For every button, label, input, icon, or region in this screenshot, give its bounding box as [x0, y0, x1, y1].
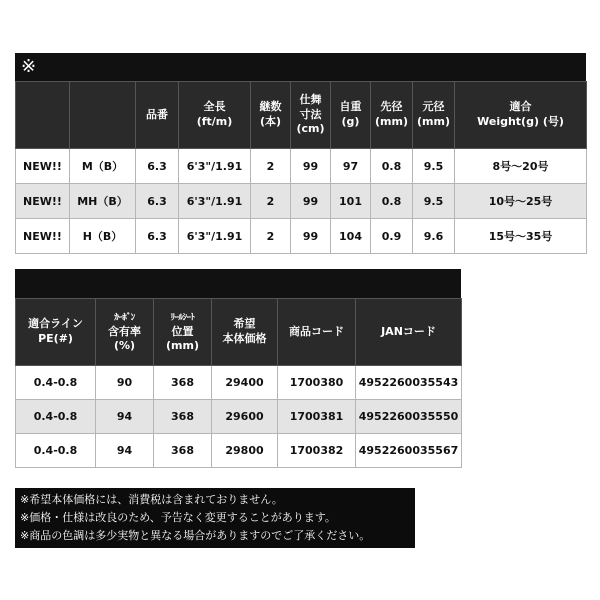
spec-table-banner: ※ [15, 53, 586, 81]
model-cell: H（B） [70, 219, 136, 254]
new-badge: NEW!! [16, 219, 70, 254]
line-table-section [15, 269, 461, 468]
spec-header-butt-diameter: 元径 (mm) [413, 82, 455, 149]
sections-cell: 2 [251, 149, 291, 184]
spec-table [15, 81, 587, 254]
spec-row [16, 184, 587, 219]
lure-weight-cell: 15号～35号 [455, 219, 587, 254]
note-color: ※商品の色調は多少実物と異なる場合がありますのでご了承ください。 [20, 529, 371, 542]
length-cell: 6'3"/1.91 [179, 184, 251, 219]
lure-weight-cell: 8号～20号 [455, 149, 587, 184]
spec-header-row [16, 82, 587, 149]
tip-diameter-cell: 0.8 [371, 184, 413, 219]
weight-cell: 104 [331, 219, 371, 254]
product-code-cell: 1700382 [278, 434, 356, 468]
line-row [16, 366, 462, 400]
length-cell: 6'3"/1.91 [179, 149, 251, 184]
product-code-cell: 1700381 [278, 400, 356, 434]
reel-seat-cell: 368 [154, 434, 212, 468]
spec-table-section [15, 53, 586, 254]
butt-diameter-cell: 9.5 [413, 184, 455, 219]
weight-cell: 97 [331, 149, 371, 184]
lure-weight-cell: 10号～25号 [455, 184, 587, 219]
price-cell: 29800 [212, 434, 278, 468]
line-header-carbon: ｶｰﾎﾞﾝ 含有率 (%) [96, 299, 154, 366]
spec-header-closed-length: 仕舞 寸法 (cm) [291, 82, 331, 149]
jan-code-cell: 4952260035543 [356, 366, 462, 400]
closed-length-cell: 99 [291, 219, 331, 254]
spec-header-blank-2 [70, 82, 136, 149]
jan-code-cell: 4952260035567 [356, 434, 462, 468]
spec-header-sections: 継数 (本) [251, 82, 291, 149]
item-no-cell: 6.3 [136, 184, 179, 219]
closed-length-cell: 99 [291, 149, 331, 184]
length-cell: 6'3"/1.91 [179, 219, 251, 254]
notes-box [15, 488, 415, 548]
butt-diameter-cell: 9.5 [413, 149, 455, 184]
spec-row [16, 149, 587, 184]
line-table [15, 298, 462, 468]
note-tax: ※希望本体価格には、消費税は含まれておりません。 [20, 493, 283, 506]
tip-diameter-cell: 0.9 [371, 219, 413, 254]
line-header-pe: 適合ライン PE(#) [16, 299, 96, 366]
sections-cell: 2 [251, 184, 291, 219]
model-cell: MH（B） [70, 184, 136, 219]
carbon-cell: 94 [96, 434, 154, 468]
line-header-price: 希望 本体価格 [212, 299, 278, 366]
line-row [16, 434, 462, 468]
spec-header-item-no: 品番 [136, 82, 179, 149]
pe-line-cell: 0.4-0.8 [16, 434, 96, 468]
product-code-cell: 1700380 [278, 366, 356, 400]
spec-header-length: 全長 (ft/m) [179, 82, 251, 149]
spec-header-tip-diameter: 先径 (mm) [371, 82, 413, 149]
closed-length-cell: 99 [291, 184, 331, 219]
reel-seat-cell: 368 [154, 400, 212, 434]
price-cell: 29600 [212, 400, 278, 434]
carbon-cell: 94 [96, 400, 154, 434]
line-row [16, 400, 462, 434]
item-no-cell: 6.3 [136, 219, 179, 254]
new-badge: NEW!! [16, 184, 70, 219]
note-spec-change: ※価格・仕様は改良のため、予告なく変更することがあります。 [20, 511, 336, 524]
line-header-row [16, 299, 462, 366]
tip-diameter-cell: 0.8 [371, 149, 413, 184]
price-cell: 29400 [212, 366, 278, 400]
jan-code-cell: 4952260035550 [356, 400, 462, 434]
line-header-reel-seat: ﾘｰﾙｼｰﾄ 位置 (mm) [154, 299, 212, 366]
reel-seat-cell: 368 [154, 366, 212, 400]
spec-row [16, 219, 587, 254]
line-header-product-code: 商品コード [278, 299, 356, 366]
line-table-banner [15, 269, 461, 298]
pe-line-cell: 0.4-0.8 [16, 400, 96, 434]
spec-header-lure-weight: 適合 Weight(g) (号) [455, 82, 587, 149]
weight-cell: 101 [331, 184, 371, 219]
spec-header-blank-1 [16, 82, 70, 149]
butt-diameter-cell: 9.6 [413, 219, 455, 254]
new-badge: NEW!! [16, 149, 70, 184]
item-no-cell: 6.3 [136, 149, 179, 184]
line-header-jan-code: JANコード [356, 299, 462, 366]
spec-header-weight: 自重 (g) [331, 82, 371, 149]
carbon-cell: 90 [96, 366, 154, 400]
model-cell: M（B） [70, 149, 136, 184]
pe-line-cell: 0.4-0.8 [16, 366, 96, 400]
sections-cell: 2 [251, 219, 291, 254]
